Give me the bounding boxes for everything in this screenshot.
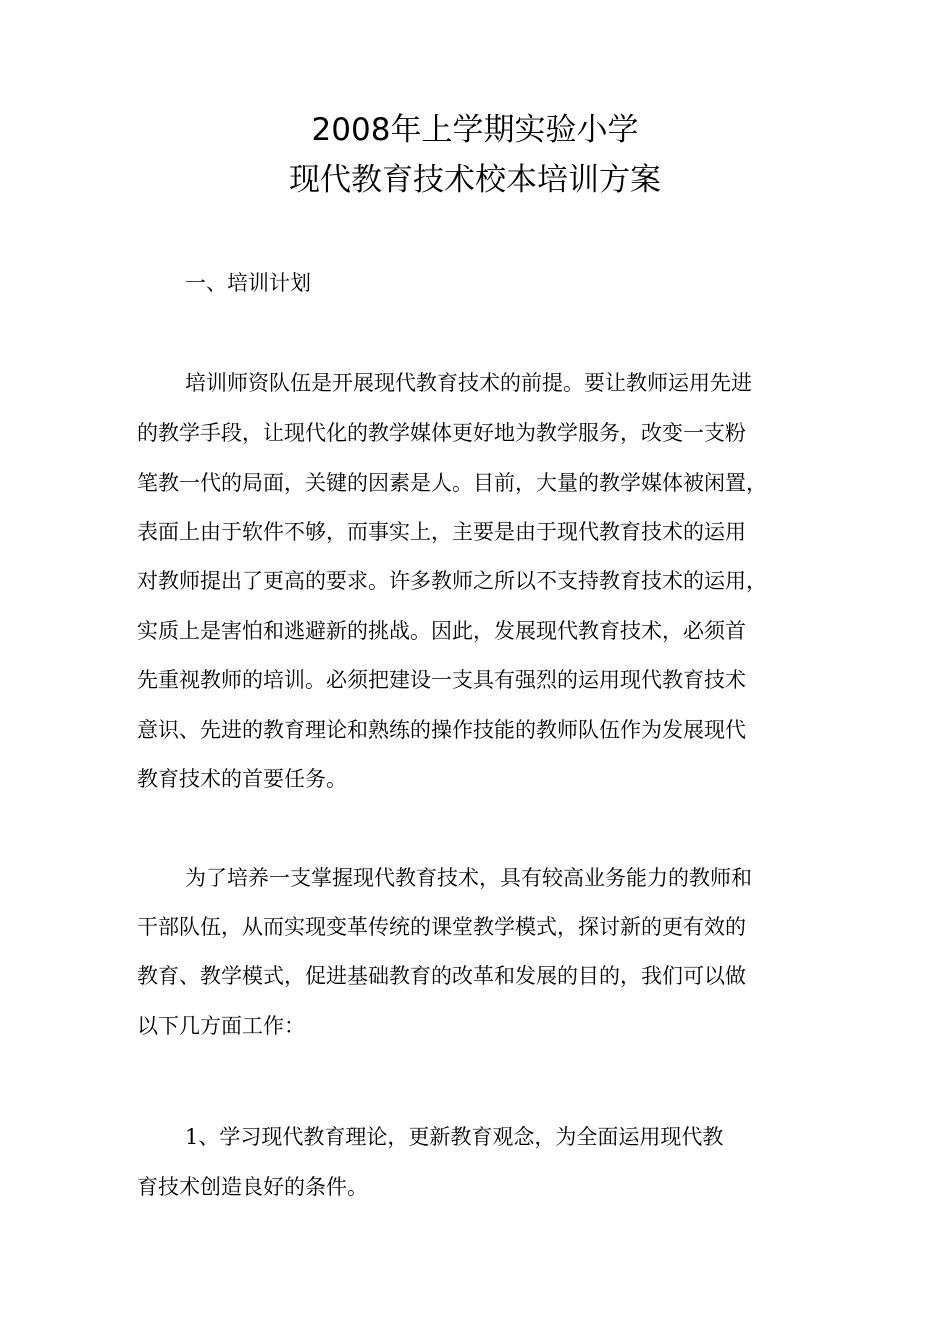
paragraph-2-line: 以下几方面工作：: [137, 1014, 305, 1038]
paragraph-1-line: 教育技术的首要任务。: [137, 767, 347, 791]
paragraph-1-line: 笔教一代的局面，关键的因素是人。目前，大量的教学媒体被闲置，: [137, 471, 767, 495]
paragraph-2-line: 教育、教学模式，促进基础教育的改革和发展的目的，我们可以做: [137, 964, 746, 988]
paragraph-1-line: 实质上是害怕和逃避新的挑战。因此，发展现代教育技术，必须首: [137, 619, 746, 643]
paragraph-2-line: 为了培养一支掌握现代教育技术，具有较高业务能力的教师和: [185, 866, 752, 890]
section-heading: 一、培训计划: [185, 271, 311, 295]
paragraph-2-line: 干部队伍，从而实现变革传统的课堂教学模式，探讨新的更有效的: [137, 915, 746, 939]
paragraph-1-line: 意识、先进的教育理论和熟练的操作技能的教师队伍作为发展现代: [137, 718, 746, 742]
document-title-line-2: 现代教育技术校本培训方案: [289, 162, 661, 198]
paragraph-1-line: 对教师提出了更高的要求。许多教师之所以不支持教育技术的运用，: [137, 569, 767, 593]
paragraph-1-line: 先重视教师的培训。必须把建设一支具有强烈的运用现代教育技术: [137, 668, 746, 692]
paragraph-1-line: 培训师资队伍是开展现代教育技术的前提。要让教师运用先进: [185, 371, 752, 395]
paragraph-1-line: 的教学手段，让现代化的教学媒体更好地为教学服务，改变一支粉: [137, 421, 746, 445]
list-item-1-line: 育技术创造良好的条件。: [137, 1175, 368, 1199]
list-item-1-line: 1、学习现代教育理论，更新教育观念，为全面运用现代教: [185, 1125, 724, 1149]
document-title-line-1: 2008年上学期实验小学: [311, 112, 639, 148]
paragraph-1-line: 表面上由于软件不够，而事实上，主要是由于现代教育技术的运用: [137, 520, 746, 544]
